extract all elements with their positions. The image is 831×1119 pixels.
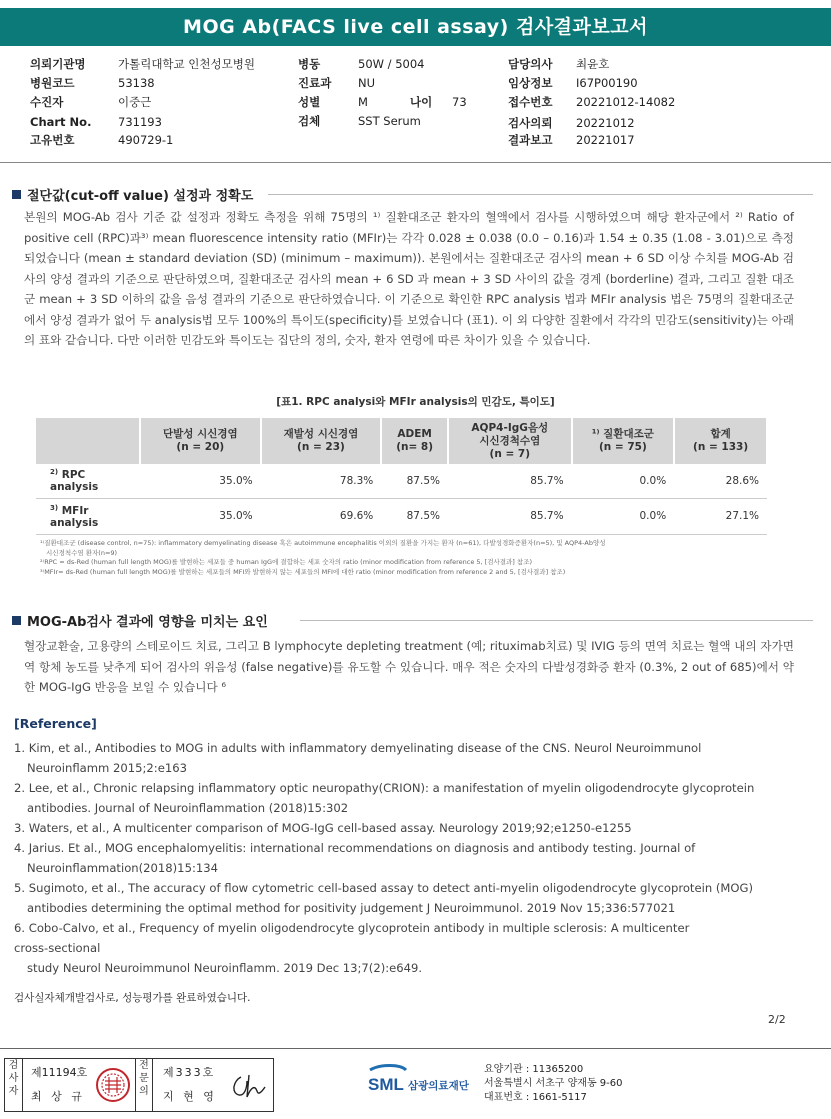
table-header: AQP4-IgG음성 시신경척수염 (n = 7) bbox=[448, 418, 572, 464]
specialist-license: 제333호 bbox=[163, 1066, 216, 1079]
reference-title: [Reference] bbox=[14, 716, 97, 731]
svg-text:삼광의료재단: 삼광의료재단 bbox=[408, 1080, 469, 1092]
signature-icon bbox=[227, 1069, 267, 1103]
footer-rule bbox=[0, 1048, 831, 1049]
age-value: 73 bbox=[452, 95, 467, 109]
seal-icon bbox=[95, 1067, 131, 1103]
table-row bbox=[36, 464, 767, 498]
table-cell: 87.5% bbox=[381, 464, 448, 498]
table-cell: 87.5% bbox=[381, 498, 448, 534]
table-cell: 69.6% bbox=[261, 498, 382, 534]
table-cell: 35.0% bbox=[140, 464, 261, 498]
signature-box bbox=[4, 1058, 274, 1112]
report-title: MOG Ab(FACS live cell assay) 검사결과보고서 bbox=[0, 8, 831, 46]
row-header-rpc: $^{2)}$ RPC analysis bbox=[36, 464, 140, 498]
sensitivity-table bbox=[36, 418, 768, 535]
reference-item: 3. Waters, et al., A multicenter comparison of MOG-IgG cell-based assay. Neurology 2019;92;e1250-e1255 bbox=[14, 821, 632, 835]
table-corner bbox=[36, 418, 140, 464]
table-cell: 78.3% bbox=[261, 464, 382, 498]
section2-text: 혈장교환술, 고용량의 스테로이드 치료, 그리고 B lymphocyte depleting treatment (예; rituximab치료) 및 IVIG 등의 면역 치료는 혈액 내의 자가면역 항체 농도를 낮추게 되어 검사의 위음성 (false negative)를 유도할 수 있습니다. 매우 적은 숫자의 다발성경화증 환자 (0.3%, 2 out of 685)에서 약한 MOG-IgG 반응을 보일 수 있습니다 ⁶ bbox=[24, 639, 794, 694]
specialist-label: 전 문 의 bbox=[135, 1059, 153, 1111]
table-cell: 28.6% bbox=[674, 464, 767, 498]
specimen-value: SST Serum bbox=[358, 114, 421, 128]
table-header: 합계 (n = 133) bbox=[674, 418, 767, 464]
table-header: ¹⁾ 질환대조군 (n = 75) bbox=[572, 418, 675, 464]
ward-value: 50W / 5004 bbox=[358, 57, 425, 71]
section1-text: 본원의 MOG-Ab 검사 기준 값 설정과 정확도 측정을 위해 75명의 ¹⁾ 질환대조군 환자의 혈액에서 검사를 시행하였으며 해당 환자군에서 ²⁾ Ratio of positive cell (RPC)과³⁾ mean fluorescence intensity ratio (MFIr)는 각각 0.028 ± 0.038 (0.0 – 0.16)과 1.54 ± 0.35 (1.08 - 3.01)으로 측정되었습니다 (mean ± standard deviation (SD) (minimum – maximum)). 본원에서는 질환대조군 검사의 mean + 6 SD 이상 수치를 MOG-Ab 검사의 양성 결과의 기준으로 판단하였으며, 질환대조군 검사의 mean + 6 SD 과 mean + 3 SD 사이의 값을 경계 (borderline) 결과, 그리고 질환 대조군 mean + 3 SD 이하의 값을 음성 결과의 기준으로 판단하였습니다. 이 기준으로 확인한 RPC analysis 법과 MFIr analysis 법은 75명의 질환대조군에서 양성 결과가 없어 두 analysis법 모두 100%의 특이도(specificity)를 보였습니다 (표1). 이 외 다양한 질환에서 각각의 민감도(sensitivity)는 아래의 표와 같습니다. 다만 이러한 민감도와 특이도는 집단의 정의, 숫자, 환자 연령에 따른 차이가 있을 수 있습니다. bbox=[24, 210, 794, 347]
chart-value: 731193 bbox=[118, 115, 162, 129]
section-square-icon bbox=[12, 616, 21, 625]
org-phone: 대표번호 : 1661-5117 bbox=[484, 1092, 587, 1103]
hospital-label: 의뢰기관명 bbox=[30, 57, 86, 71]
table-cell: 85.7% bbox=[448, 498, 572, 534]
reference-item: 2. Lee, et al., Chronic relapsing inflammatory optic neuropathy(CRION): a manifestation of myelin oligodendrocyte glycoprotein antibodies. Journal of Neuroinflammation (2018)15:302 bbox=[14, 781, 755, 815]
table-header: 단발성 시신경염 (n = 20) bbox=[140, 418, 261, 464]
table-cell: 35.0% bbox=[140, 498, 261, 534]
receipt-value: 20221012-14082 bbox=[576, 95, 676, 109]
reference-item: 4. Jarius. Et al., MOG encephalomyelitis: international recommendations on diagnosis and antibody testing. Journal of Neuroinflammation(2018)15:134 bbox=[14, 841, 696, 875]
age-label: 나이 bbox=[410, 95, 433, 109]
org-code: 요양기관 : 11365200 bbox=[484, 1064, 584, 1075]
table-row bbox=[36, 498, 767, 534]
table-cell: 0.0% bbox=[572, 464, 675, 498]
request-label: 검사의뢰 bbox=[508, 116, 553, 130]
reference-item: 5. Sugimoto, et al., The accuracy of flow cytometric cell-based assay to detect anti-myelin oligodendrocyte glycoprotein (MOG) antibodies determining the optimal method for positivity judgement J Neuroimmunol. 2019 Nov 15;336:577021 bbox=[14, 881, 754, 915]
section-square-icon bbox=[12, 190, 21, 199]
dept-label: 진료과 bbox=[298, 76, 332, 90]
page-number: 2/2 bbox=[768, 1013, 786, 1026]
hospital-value: 가톨릭대학교 인천성모병원 bbox=[118, 57, 255, 71]
section2-title: MOG-Ab검사 결과에 영향을 미치는 요인 bbox=[27, 615, 268, 630]
clinical-label: 임상정보 bbox=[508, 76, 553, 90]
reference-list bbox=[14, 738, 804, 978]
footnote: ³⁾MFIr= ds-Red (human full length MOG)를 발현하는 세포들의 MFI와 발현하지 않는 세포들의 MFI에 대한 ratio (minor modification from reference 2 and 5, [검사결과] 참조) bbox=[40, 567, 566, 576]
code-label: 병원코드 bbox=[30, 76, 75, 90]
org-info bbox=[484, 1063, 623, 1105]
code-value: 53138 bbox=[118, 76, 155, 90]
footnote: ²⁾RPC = ds-Red (human full length MOG)를 발현하는 세포들 중 human IgG에 결합하는 세포 숫자의 ratio (minor modification from reference 5, [검사결과] 참조) bbox=[40, 558, 533, 567]
ward-label: 병동 bbox=[298, 57, 321, 71]
receiver-value: 이중근 bbox=[118, 95, 152, 109]
section1-heading bbox=[12, 185, 253, 204]
sex-label: 성별 bbox=[298, 95, 321, 109]
section1-rule bbox=[268, 194, 813, 195]
footnote: ¹⁾질환대조군 (disease control, n=75): inflammatory demyelinating disease 혹은 autoimmune encephalitis 이외의 질환을 가지는 환자 (n=61), 다발성경화증환자(n=5), 및 AQP4-Ab양성 bbox=[40, 539, 606, 547]
receipt-label: 접수번호 bbox=[508, 95, 553, 109]
chart-label: Chart No. bbox=[30, 115, 92, 129]
receiver-label: 수진자 bbox=[30, 95, 64, 109]
section2-rule bbox=[300, 620, 813, 621]
section2-heading bbox=[12, 611, 268, 630]
reported-label: 결과보고 bbox=[508, 133, 553, 147]
specimen-label: 검체 bbox=[298, 114, 321, 128]
info-separator bbox=[0, 162, 831, 163]
final-note: 검사실자체개발검사로, 성능평가를 완료하였습니다. bbox=[14, 992, 251, 1004]
table-cell: 0.0% bbox=[572, 498, 675, 534]
table-header: 재발성 시신경염 (n = 23) bbox=[261, 418, 382, 464]
org-address: 서울특별시 서초구 양재동 9-60 bbox=[484, 1078, 623, 1089]
reference-item: 1. Kim, et al., Antibodies to MOG in adults with inflammatory demyelinating disease of the CNS. Neurol Neuroimmunol Neuroinflamm 2015;2:e163 bbox=[14, 741, 702, 775]
unique-value: 490729-1 bbox=[118, 133, 174, 147]
table-cell: 85.7% bbox=[448, 464, 572, 498]
table-cell: 27.1% bbox=[674, 498, 767, 534]
specialist-name: 지 현 영 bbox=[163, 1090, 217, 1103]
clinical-value: I67P00190 bbox=[576, 76, 638, 90]
table-header: ADEM (n= 8) bbox=[381, 418, 448, 464]
unique-label: 고유번호 bbox=[30, 133, 75, 147]
footnote: 시신경척수염 환자(n=9) bbox=[46, 548, 118, 557]
tester-name: 최 상 규 bbox=[31, 1090, 85, 1103]
section1-title: 절단값(cut-off value) 설정과 정확도 bbox=[27, 189, 254, 204]
request-value: 20221012 bbox=[576, 116, 635, 130]
dept-value: NU bbox=[358, 76, 376, 90]
table-footnotes bbox=[40, 539, 780, 577]
tester-license: 제11194호 bbox=[31, 1066, 88, 1079]
doctor-value: 최윤호 bbox=[576, 57, 610, 71]
tester-label: 검 사 자 bbox=[5, 1059, 23, 1111]
sex-value: M bbox=[358, 95, 368, 109]
table-title: [표1. RPC analysi와 MFIr analysis의 민감도, 특이도] bbox=[276, 396, 555, 408]
doctor-label: 담당의사 bbox=[508, 57, 553, 71]
row-header-mfir: $^{3)}$ MFIr analysis bbox=[36, 498, 140, 534]
reported-value: 20221017 bbox=[576, 133, 635, 147]
svg-text:SML: SML bbox=[368, 1075, 404, 1094]
reference-item: 6. Cobo-Calvo, et al., Frequency of myelin oligodendrocyte glycoprotein antibody in multiple sclerosis: A multicenter cross-sectional study Neurol Neuroimmunol Neuroinflamm. 2019 Dec 13;7(2):e649. bbox=[14, 921, 690, 975]
